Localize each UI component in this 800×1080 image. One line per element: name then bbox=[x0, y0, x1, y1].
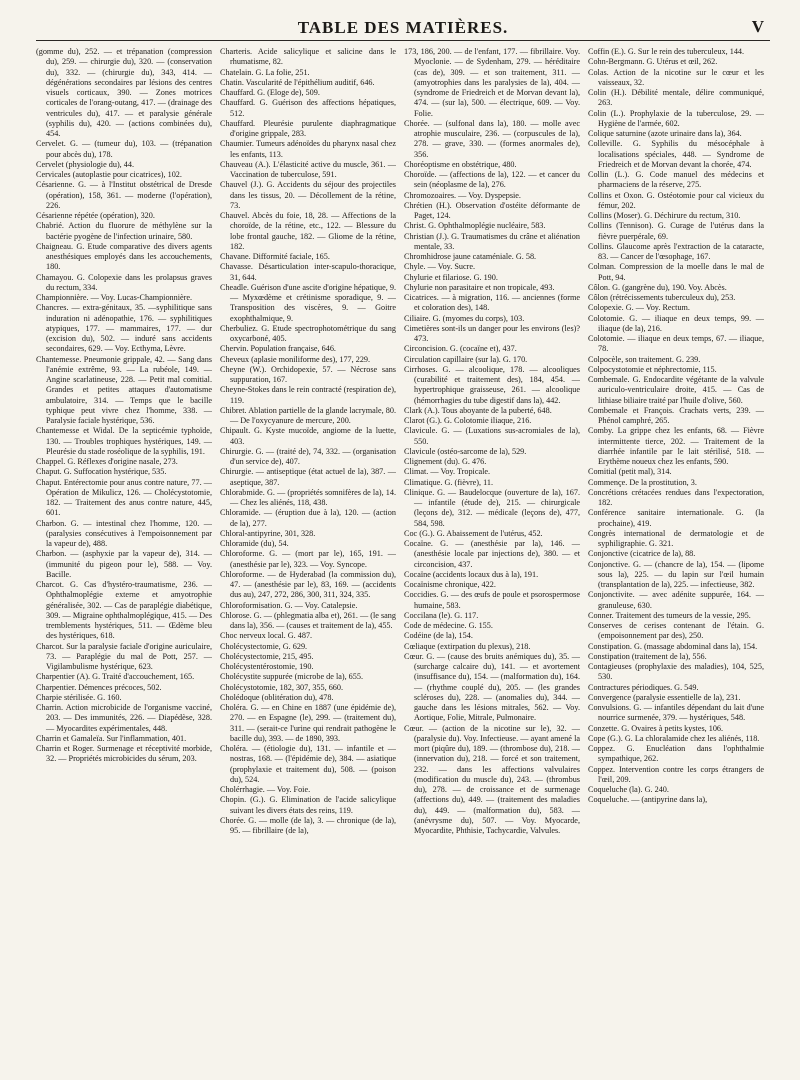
index-entry: Circulation capillaire (sur la). G. 170. bbox=[404, 354, 528, 364]
index-entry: Chrétien (H.). Observation d'ostéite déformante de Paget, 124. bbox=[404, 200, 580, 220]
index-entry: Chantemesse et Widal. De la septicémie typhoïde, 130. — Troubles trophiques hystériques, 149. — Pleurésie du stade roséolique de la syphilis, 191. bbox=[36, 426, 212, 456]
index-entry: Coffin (E.). G. Sur le rein des tuberculeux, 144. bbox=[588, 47, 745, 56]
index-entry: Colotomie. — iliaque en deux temps, 67. — iliaque, 78. bbox=[588, 334, 764, 354]
index-entry: Climatique. G. (fièvre), 11. bbox=[404, 477, 494, 487]
index-entry: Cœur. — (action de la nicotine sur le), 32. — (paralysie du). Voy. Infectieuse. — ayant amené la mort (piqûre du), 189. — (thrombose du), 218. — (innervation du), 218. — forcé et son traitement, 232. — dans les affections valvulaires (modification du muscle du), 243. — (thrombus du), 278. — de croissance et de surmenage (affections du), 449. — (traitement des maladies du), 449. — (malformation du), 583. — (anévrysme du), 507. — Voy. Myocarde, Myocardite, Phthisie, Tachycardie, Valvules. bbox=[404, 723, 580, 835]
index-entry: Chlorose. G. — (phlegmatia alba et), 261. — (le sang dans la), 356. — (causes et traitement de la), 455. bbox=[220, 610, 396, 630]
index-entry: Choléra. — (étiologie du), 131. — infantile et — nostras, 168. — (l'épidémie de), 384. — asiatique (prophylaxie et traitement du), 508. — (poison du), 524. bbox=[220, 744, 396, 784]
page-title: TABLE DES MATIÈRES. bbox=[297, 18, 509, 37]
index-entry: Chibret. Ablation partielle de la glande lacrymale, 80. — De l'oxycyanure de mercure, 200. bbox=[220, 405, 396, 425]
index-entry: Chyle. — Voy. Sucre. bbox=[404, 262, 476, 272]
index-entry: Clarot (G.). G. Colotomie iliaque, 216. bbox=[404, 416, 532, 425]
index-entry: Chaumier. Tumeurs adénoïdes du pharynx nasal chez les enfants, 113. bbox=[220, 139, 396, 159]
index-column-4 bbox=[588, 47, 764, 836]
index-entry: Congrès international de dermatologie et de syphiligraphie. G. 321. bbox=[588, 528, 764, 548]
index-entry: Circoncision. G. (cocaïne et), 437. bbox=[404, 344, 517, 354]
index-column-2 bbox=[220, 47, 396, 836]
index-entry: Cheveux (aplasie moniliforme des), 177, 229. bbox=[220, 354, 371, 364]
index-entry: Cheyne (W.). Orchidopexie, 57. — Nécrose sans suppuration, 167. bbox=[220, 364, 396, 384]
index-entry: Collins. Glaucome après l'extraction de la cataracte, 83. — Cancer de l'œsophage, 167. bbox=[588, 241, 764, 261]
index-entry: Césarienne. G. — à l'Institut obstétrical de Dresde (opération), 158, 361. — moderne (l'opération), 226. bbox=[36, 180, 212, 210]
index-entry: Chromozoaires. — Voy. Dyspepsie. bbox=[404, 190, 521, 200]
index-entry: Contractures périodiques. G. 549. bbox=[588, 682, 699, 692]
index-entry: Clavicule (ostéo-sarcome de la), 529. bbox=[404, 446, 527, 456]
index-entry: Chloroforme. — de Hyderabad (la commission du), 47. — (anesthésie par le), 83, 169. — (accidents dus au), 247, 272, 286, 300, 311, 324, 335. bbox=[220, 569, 396, 600]
index-entry: Chantemesse. Pneumonie grippale, 42. — Sang dans l'anémie extrême, 93. — La rubéole, 149. — Angine scarlatineuse, 228. — Petit mal comitial. Grandes et petites attaques d'automatisme ambulatoire, 314. — Temps que le bacille typhique peut vivre chez l'homme, 338. — Paralysie faciale hystérique, 536. bbox=[36, 354, 212, 425]
index-entry: Chorée. — (sulfonal dans la), 180. — molle avec atrophie musculaire, 236. — (corpuscules de la), 278. — grave, 330. — (formes anormales de), 356. bbox=[404, 118, 580, 159]
index-entry: Conjonctive. G. — (chancre de la), 154. — (lipome sous la), 225. — du lapin sur l'œil humain (transplantation de la), 225. — infectieuse, 382. bbox=[588, 559, 764, 589]
index-entry: Cholécystectomie, 215, 495. bbox=[220, 651, 314, 661]
index-entry: Coqueluche. — (antipyrine dans la), bbox=[588, 795, 708, 805]
index-entry: Collins (Moser). G. Déchirure du rectum, 310. bbox=[588, 211, 741, 220]
index-entry: Cherbuliez. G. Etude spectrophotométrique du sang oxycarboné, 405. bbox=[220, 323, 396, 343]
index-entry: Chatin. Vascularité de l'épithélium auditif, 646. bbox=[220, 77, 375, 87]
index-entry: Collin (L.). G. Code manuel des médecins et pharmaciens de la réserve, 275. bbox=[588, 170, 764, 190]
index-entry: Chirurgie. G. — (traité de), 74, 332. — (organisation d'un service de), 407. bbox=[220, 446, 396, 466]
index-entry: Climat. — Voy. Tropicale. bbox=[404, 467, 491, 477]
index-entry: Choroïde. — (affections de la), 122. — et cancer du sein (néoplasme de la), 276. bbox=[404, 170, 580, 190]
index-entry: (gomme du), 252. — et trépanation (compression du), 259. — chirurgie du), 320. — (conservation du), 332. — (chirurgie du), 343, 414. — dégénérations secondaires par lésions des centres visuels corticaux, 390. — Zones motrices corticales de l'orang-outang, 417. — (drainage des ventricules du), 417. — et paralysie générale (syphilis du), 420. — (actions combinées du), 454. bbox=[36, 47, 212, 138]
index-entry: Chaigneau. G. Etude comparative des divers agents anesthésiques employés dans les accouchements, 180. bbox=[36, 241, 212, 272]
index-entry: Chauvel. Abcès du foie, 18, 28. — Affections de la choroïde, de la rétine, etc., 122. — Blessure du lobe frontal gauche, 182. — Gliome de la rétine, 182. bbox=[220, 211, 396, 251]
index-entry: Constipation (traitement de la), 556. bbox=[588, 651, 707, 661]
index-entry: Charcot. Sur la paralysie faciale d'origine auriculaire, 73. — Paraplégie du mal de Pott, 257. — Vigilambulisme hystérique, 623. bbox=[36, 641, 212, 671]
index-entry: Colpocèle, son traitement. G. 239. bbox=[588, 354, 701, 364]
index-entry: Chauveau (A.). L'élasticité active du muscle, 361. — Vaccination de tuberculose, 591. bbox=[220, 159, 396, 179]
index-entry: Chlorabmide. G. — (propriétés somnifères de la), 14. — Chez les aliénés, 118, 438. bbox=[220, 487, 396, 507]
index-entry: Charpentier. Démences précoces, 502. bbox=[36, 682, 162, 692]
index-entry: Colman. Compression de la moelle dans le mal de Pott, 94. bbox=[588, 262, 764, 282]
index-entry: Ciliaire. G. (myomes du corps), 103. bbox=[404, 313, 525, 323]
index-entry: 173, 186, 200. — de l'enfant, 177. — fibrillaire. Voy. Myoclonie. — de Sydenham, 279. — héréditaire (cas de), 309. — et son traitement, 311. — (amyotrophies dans les paralysies de la), 404. — (syndrome de Friedreich et de Morvan devant la), 474. — (sur la), 500. — électrique, 609. — Voy. Folie. bbox=[404, 47, 580, 118]
index-entry: Convulsions. G. — infantiles dépendant du lait d'une nourrice surmenée, 379. — hystériques, 548. bbox=[588, 703, 764, 723]
index-entry: Comitial (petit mal), 314. bbox=[588, 467, 672, 477]
index-entry: Clavicule. G. — (Luxations sus-acromiales de la), 550. bbox=[404, 426, 580, 446]
index-entry: Charteris. Acide salicylique et salicine dans le rhumatisme, 82. bbox=[220, 47, 396, 67]
index-entry: Charbon. — (asphyxie par la vapeur de), 314. — (immunité du pigeon pour le), 588. — Voy. Bacille. bbox=[36, 549, 212, 579]
index-entry: Chauffard. G. Guérison des affections hépatiques, 512. bbox=[220, 98, 396, 118]
page-header bbox=[36, 14, 770, 41]
index-entry: Colin (H.). Débilité mentale, délire communiqué, 263. bbox=[588, 88, 764, 108]
index-entry: Comby. La grippe chez les enfants, 68. — Fièvre intermittente tierce, 202. — Traitement de la diarrhée infantile par le lait stérilisé, 518. — Erythème noueux chez les enfants, 590. bbox=[588, 426, 764, 466]
index-entry: Coc (G.). G. Abaissement de l'utérus, 452. bbox=[404, 528, 543, 538]
index-entry: Charbon. G. — intestinal chez l'homme, 120. — (paralysies consécutives à l'empoisonnement par la vapeur de), 488. bbox=[36, 518, 212, 548]
index-entry: Coppez. G. Enucléation dans l'ophthalmie sympathique, 262. bbox=[588, 744, 764, 764]
index-entry: Charpie stérilisée. G. 160. bbox=[36, 692, 122, 702]
index-entry: Chopin. (G.). G. Elimination de l'acide salicylique suivant les divers états des reins, 119. bbox=[220, 795, 396, 815]
index-entry: Cœliaque (extirpation du plexus), 218. bbox=[404, 641, 531, 651]
index-entry: Conférence sanitaire internationale. G. (la prochaine), 419. bbox=[588, 508, 764, 528]
index-entry: Cholécystite suppurée (microbe de la), 655. bbox=[220, 672, 364, 682]
index-entry: Chervin. Population française, 646. bbox=[220, 344, 336, 354]
index-entry: Christian (J.). G. Traumatismes du crâne et aliénation mentale, 33. bbox=[404, 231, 580, 251]
page-number: V bbox=[751, 17, 764, 36]
index-entry: Charrin et Roger. Surmenage et réceptivité morbide, 32. — Propriétés microbicides du sérum, 203. bbox=[36, 744, 212, 764]
index-entry: Colas. Action de la nicotine sur le cœur et les vaisseaux, 32. bbox=[588, 67, 764, 87]
index-entry: Chamayou. G. Colopexie dans les prolapsus graves du rectum, 334. bbox=[36, 272, 212, 292]
index-entry: Cimetières sont-ils un danger pour les environs (les)? 473. bbox=[404, 323, 580, 343]
index-entry: Cocaïne (accidents locaux dus à la), 191. bbox=[404, 569, 539, 579]
index-entry: Chauffard. Pleurésie purulente diaphragmatique d'origine grippale, 283. bbox=[220, 118, 396, 138]
index-entry: Colotomie. G. — iliaque en deux temps, 99. — iliaque (de la), 216. bbox=[588, 313, 764, 333]
index-entry: Coqueluche (la). G. 240. bbox=[588, 785, 669, 794]
index-entry: Clark (A.). Tous aboyante de la puberté, 648. bbox=[404, 405, 552, 415]
index-entry: Cervicales (autoplastie pour cicatrices), 102. bbox=[36, 170, 182, 179]
index-entry: Chappel. G. Réflexes d'origine nasale, 273. bbox=[36, 457, 178, 466]
index-entry: Clinique. G. — Baudelocque (ouverture de la), 167. — infantile (étude de), 215. — chirurgicale (leçons de), 312. — médicale (leçons de), 477, 584, 598. bbox=[404, 487, 580, 528]
index-entry: Cœur. G. — (cause des bruits anémiques du), 35. — (surcharge calcaire du), 141. — et avortement (insuffisance du), 154. — (malformation du), 164. — (rhythme couplé du), 205. — (les grandes scléroses du), 228. — (anomalies du), 344. — gauche dans les lésions mitrales, 562. — Voy. Aortique, Folie, Mitrale, Pulmonaire. bbox=[404, 651, 580, 723]
index-entry: Cohn-Bergmann. G. Utérus et œil, 262. bbox=[588, 57, 718, 67]
index-entry: Conserves de cerises contenant de l'étain. G. (empoisonnement par des), 250. bbox=[588, 621, 764, 641]
index-entry: Cicatrices. — à migration, 116. — anciennes (forme et coloration des), 148. bbox=[404, 293, 580, 313]
index-entry: Chloroformisation. G. — Voy. Catalepsie. bbox=[220, 600, 358, 610]
index-entry: Chavane. Difformité faciale, 165. bbox=[220, 252, 330, 261]
index-entry: Chavasse. Désarticulation inter-scapulo-thoracique, 31, 644. bbox=[220, 262, 396, 282]
index-entry: Choc nerveux local. G. 487. bbox=[220, 631, 313, 641]
index-entry: Chirurgie. — antiseptique (état actuel de la), 387. — aseptique, 387. bbox=[220, 467, 396, 487]
index-entry: Collins (Tennison). G. Curage de l'utérus dans la fièvre puerpérale, 69. bbox=[588, 221, 764, 241]
index-entry: Colique saturnine (azote urinaire dans la), 364. bbox=[588, 129, 742, 138]
index-entry: Clignement (du). G. 476. bbox=[404, 457, 487, 466]
index-column-3 bbox=[404, 47, 580, 836]
index-entry: Cervelet (physiologie du), 44. bbox=[36, 159, 135, 169]
index-entry: Choréoptisme en obstétrique, 480. bbox=[404, 159, 517, 169]
index-entry: Chylurie non parasitaire et non tropicale, 493. bbox=[404, 282, 555, 292]
index-entry: Césarienne répétée (opération), 320. bbox=[36, 211, 155, 220]
index-entry: Cholécystotomie, 182, 307, 355, 660. bbox=[220, 682, 344, 692]
index-entry: Cocaïnisme chronique, 422. bbox=[404, 580, 496, 589]
index-entry: Chancres. — extra-génitaux, 35. —syphilitique sans induration ni adénopathie, 176. — syphilitiques atypiques, 177. — mammaires, 177. — dur (excision du), 502. — induré sans accidents secondaires, 629. — Voy. Ecthyma, Lèvre. bbox=[36, 303, 212, 354]
index-entry: Code de médecine. G. 155. bbox=[404, 621, 493, 630]
index-entry: Concrétions crétacées rendues dans l'expectoration, 182. bbox=[588, 487, 764, 507]
index-entry: Colopexie. G. — Voy. Rectum. bbox=[588, 303, 690, 313]
index-entry: Commençe. De la prostitution, 3. bbox=[588, 477, 697, 487]
index-columns bbox=[36, 47, 770, 836]
index-entry: Chaput. Entérectomie pour anus contre nature, 77. — Opération de Mikulicz, 126. — Cholécystotomie, 182. — Traitement des anus contre nature, 445, 601. bbox=[36, 477, 212, 518]
index-entry: Coccilana (le). G. 117. bbox=[404, 610, 479, 620]
index-entry: Charcot. G. Cas d'hystéro-traumatisme, 236. — Ophthalmoplégie externe et amyotrophie généralisée, 302. — Cas de paraplégie diabétique, 309. — Migraine ophthalmoplégique, 415. — Des tremblements hystériques, 511. — Œdème bleu des hystériques, 618. bbox=[36, 580, 212, 641]
index-entry: Chloral-antipyrine, 301, 328. bbox=[220, 528, 316, 538]
index-entry: Cholécystectomie, G. 629. bbox=[220, 641, 308, 651]
index-entry: Conjonctivite. — avec adénite suppurée, 164. — granuleuse, 630. bbox=[588, 590, 764, 610]
index-entry: Chylurie et filariose. G. 190. bbox=[404, 272, 498, 282]
index-entry: Contagieuses (prophylaxie des maladies), 104, 525, 530. bbox=[588, 662, 764, 682]
index-entry: Coppez. Intervention contre les corps étrangers de l'œil, 209. bbox=[588, 764, 764, 784]
index-entry: Chorée. G. — molle (de la), 3. — chronique (de la), 95. — fibrillaire (de la), bbox=[220, 815, 396, 835]
index-entry: Côlon. G. (gangrène du), 190. Voy. Abcès. bbox=[588, 282, 727, 292]
index-entry: Chipault. G. Kyste mucoïde, angiome de la luette, 403. bbox=[220, 426, 396, 446]
index-entry: Cholécystentérostomie, 190. bbox=[220, 662, 314, 671]
index-entry: Cirrhoses. G. — alcoolique, 178. — alcooliques (curabilité et traitement des), 184, 454. — hypertrophique graisseuse, 261. — alcoolique (hémorrhagies du tube digestif dans la), 442. bbox=[404, 364, 580, 405]
index-entry: Chloroforme. G. — (mort par le), 165, 191. — (anesthésie par le), 323. — Voy. Syncope. bbox=[220, 549, 396, 569]
index-entry: Chauffard. G. (Eloge de), 509. bbox=[220, 88, 320, 97]
index-entry: Chauvel (J.). G. Accidents du séjour des projectiles dans les tissus, 20. — Décollement de la rétine, 73. bbox=[220, 180, 396, 210]
index-entry: Charrin et Gamaleïa. Sur l'inflammation, 401. bbox=[36, 733, 187, 743]
index-entry: Colpocystotomie et néphrectomie, 115. bbox=[588, 364, 717, 374]
index-entry: Codéine (de la), 154. bbox=[404, 631, 473, 641]
index-entry: Collins et Oxon. G. Ostéotomie pour cal vicieux du fémur, 202. bbox=[588, 190, 764, 210]
index-entry: Choléra. G. — en Chine en 1887 (une épidémie de), 270. — en Espagne (le), 299. — (traitement du), 311. — (serait-ce l'urine qui rendrait pathogène le bacille du), 393. — de 1890, 393. bbox=[220, 703, 396, 743]
index-entry: Chloramide (du), 54. bbox=[220, 539, 289, 548]
index-entry: Cope (G.). G. La chloralamide chez les aliénés, 118. bbox=[588, 733, 760, 743]
index-entry: Colleville. G. Syphilis du mésocéphale à localisations spéciales, 448. — Syndrome de Friedreich et de Morvan devant la chorée, 474. bbox=[588, 139, 764, 169]
index-entry: Charrin. Action microbicide de l'organisme vacciné, 203. — Des immunités, 226. — Diapédèse, 328. — Myocardites expérimentales, 448. bbox=[36, 703, 212, 733]
index-entry: Cheadle. Guérison d'une ascite d'origine hépatique, 9. — Myxœdème et crétinisme sporadique, 9. — Transposition des viscères, 9. — Goitre exophthalmique, 9. bbox=[220, 282, 396, 323]
index-entry: Côlon (rétrécissements tuberculeux du), 253. bbox=[588, 293, 736, 302]
index-entry: Conjonctive (cicatrice de la), 88. bbox=[588, 549, 696, 559]
index-entry: Coccidies. G. — des œufs de poule et psorospermose humaine, 583. bbox=[404, 590, 580, 610]
index-entry: Cholédoque (oblitération du), 478. bbox=[220, 692, 334, 702]
index-entry: Convergence (paralysie essentielle de la), 231. bbox=[588, 692, 741, 702]
index-entry: Chaput. G. Suffocation hystérique, 535. bbox=[36, 467, 167, 477]
index-entry: Championnière. — Voy. Lucas-Championnière. bbox=[36, 293, 193, 302]
index-entry: Cholérrhagie. — Voy. Foie. bbox=[220, 785, 311, 794]
index-entry: Charpentier (A). G. Traité d'accouchement, 165. bbox=[36, 672, 195, 682]
index-entry: Combemale. G. Endocardite végétante de la valvule auriculo-ventriculaire droite, 415. — Cas de lithiase biliaire traité par l'huile d'olive, 560. bbox=[588, 375, 764, 405]
index-entry: Cheyne-Stokes dans le rein contracté (respiration de), 119. bbox=[220, 385, 396, 405]
index-entry: Colin (L.). Prophylaxie de la tuberculose, 29. — Hygiène de l'armée, 602. bbox=[588, 108, 764, 128]
index-entry: Conzette. G. Ovaires à petits kystes, 106. bbox=[588, 723, 724, 733]
index-entry: Christ. G. Ophthalmoplégie nucléaire, 583. bbox=[404, 221, 546, 231]
index-entry: Chabrié. Action du fluorure de méthylène sur la bactérie pyogène de l'infection urinaire, 580. bbox=[36, 221, 212, 241]
index-entry: Chatelain. G. La folie, 251. bbox=[220, 67, 310, 77]
index-column-1 bbox=[36, 47, 212, 836]
index-entry: Cocaïne. G. — (anesthésie par la), 146. — (anesthésie locale par injections de), 380. — et circoncision, 437. bbox=[404, 539, 580, 569]
index-entry: Chromhidrose jaune cataméniale. G. 58. bbox=[404, 252, 537, 261]
index-entry: Conner. Traitement des tumeurs de la vessie, 295. bbox=[588, 610, 751, 620]
index-entry: Constipation. G. (massage abdominal dans la), 154. bbox=[588, 641, 758, 651]
index-entry: Combemale et François. Crachats verts, 239. — Phénol camphré, 265. bbox=[588, 405, 764, 425]
index-entry: Chloramide. — (éruption due à la), 120. — (action de la), 277. bbox=[220, 508, 396, 528]
index-entry: Cervelet. G. — (tumeur du), 103. — (trépanation pour abcès du), 178. bbox=[36, 139, 212, 159]
